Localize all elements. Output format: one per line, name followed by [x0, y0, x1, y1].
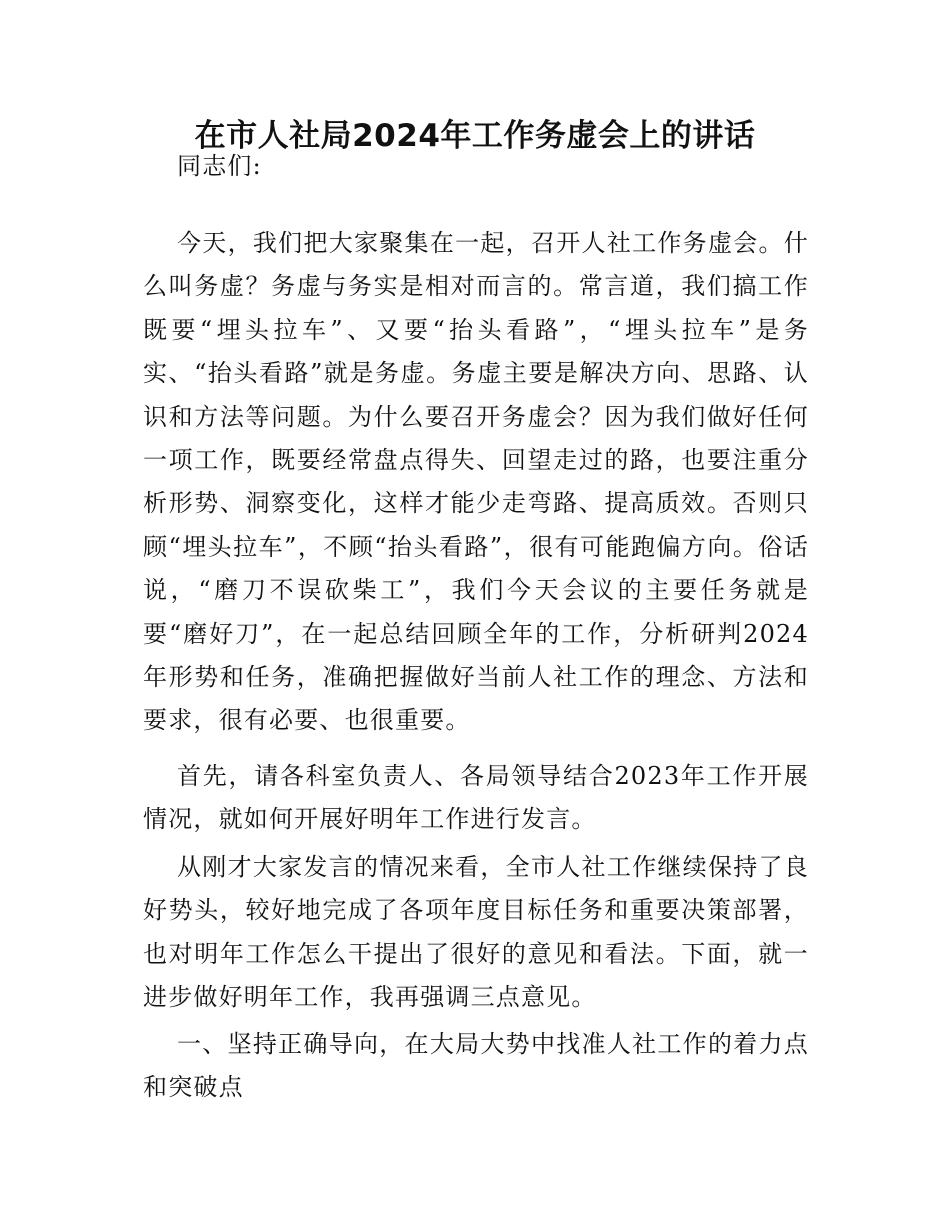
paragraph-first: 首先，请各科室负责人、各局领导结合2023年工作开展情况，就如何开展好明年工作进行发言。: [143, 762, 809, 834]
salutation: 同志们:: [177, 152, 262, 180]
section-heading-one: 一、坚持正确导向，在大局大势中找准人社工作的着力点和突破点: [143, 1030, 809, 1102]
paragraph-summary: 从刚才大家发言的情况来看，全市人社工作继续保持了良好势头，较好地完成了各项年度目标任务和重要决策部署，也对明年工作怎么干提出了很好的意见和看法。下面，就一进步做好明年工作，我再强调三点意见。: [143, 853, 809, 1012]
paragraph-intro: 今天，我们把大家聚集在一起，召开人社工作务虚会。什么叫务虚？务虚与务实是相对而言的。常言道，我们搞工作既要“埋头拉车”、又要“抬头看路”，“埋头拉车”是务实、“抬头看路”就是务虚。务虚主要是解决方向、思路、认识和方法等问题。为什么要召开务虚会？因为我们做好任何一项工作，既要经常盘点得失、回望走过的路，也要注重分析形势、洞察变化，这样才能少走弯路、提高质效。否则只顾“埋头拉车”，不顾“抬头看路”，很有可能跑偏方向。俗话说，“磨刀不误砍柴工”，我们今天会议的主要任务就是要“磨好刀”，在一起总结回顾全年的工作，分析研判2024年形势和任务，准确把握做好当前人社工作的理念、方法和要求，很有必要、也很重要。: [143, 229, 809, 735]
document-title: 在市人社局2024年工作务虚会上的讲话: [194, 118, 756, 154]
